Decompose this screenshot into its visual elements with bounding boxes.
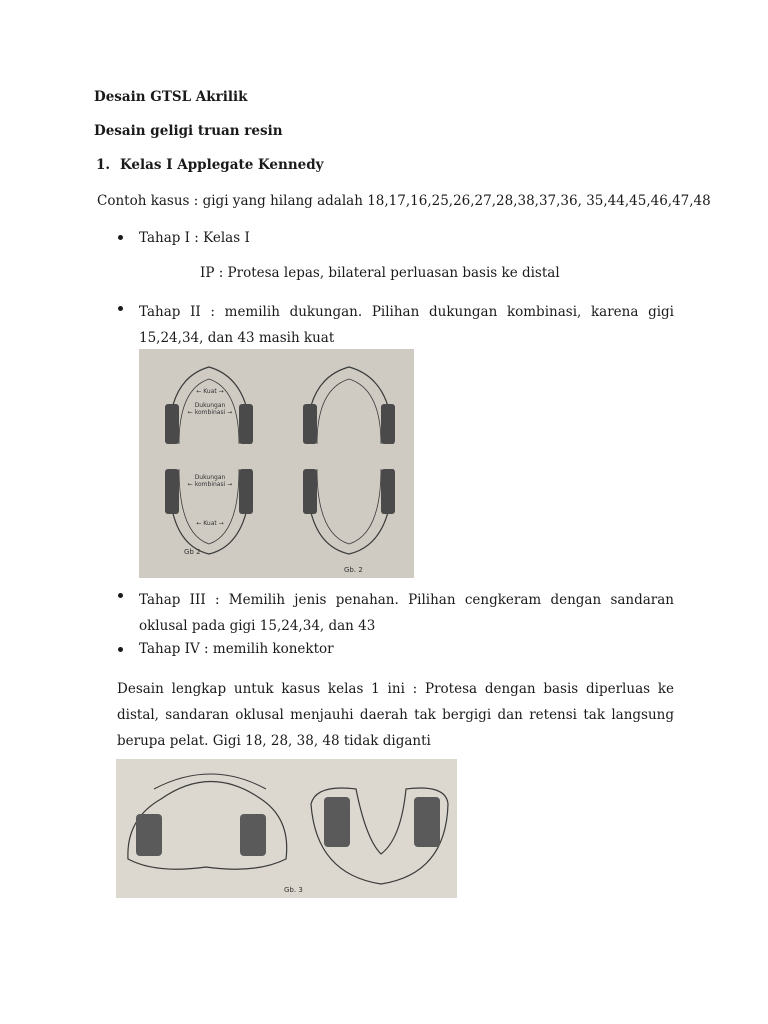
label-dukungan-bottom: Dukungan bbox=[194, 474, 226, 481]
document-title: Desain GTSL Akrilik bbox=[94, 89, 248, 105]
document-subtitle: Desain geligi truan resin bbox=[94, 123, 283, 139]
label-kombinasi-top: ← kombinasi → bbox=[187, 409, 233, 416]
figure-caption-left: Gb 2 bbox=[184, 548, 201, 556]
section-number: 1. bbox=[96, 157, 111, 173]
figure-caption-right: Gb. 2 bbox=[344, 566, 363, 574]
figure-complete-design bbox=[116, 759, 457, 898]
bullet bbox=[118, 306, 123, 311]
figure-caption: Gb. 3 bbox=[284, 886, 303, 894]
bullet bbox=[118, 593, 123, 598]
step-3-text: Tahap III : Memilih jenis penahan. Pilihan cengkeram dengan sandaran oklusal pada gigi 15,24,34, dan 43 bbox=[139, 592, 674, 634]
section-heading: Kelas I Applegate Kennedy bbox=[120, 157, 324, 173]
label-kuat-top: ← Kuat → bbox=[196, 388, 224, 395]
label-kuat-bottom: ← Kuat → bbox=[196, 520, 224, 527]
summary-paragraph: Desain lengkap untuk kasus kelas 1 ini : Protesa dengan basis diperluas ke distal, sandaran oklusal menjauhi daerah tak bergigi dan retensi tak langsung berupa pelat. Gigi 18, 28, 38, 48 tidak diganti bbox=[117, 681, 674, 749]
step-4-text: Tahap IV : memilih konektor bbox=[139, 641, 334, 657]
label-dukungan-top: Dukungan bbox=[194, 402, 226, 409]
ip-text: IP : Protesa lepas, bilateral perluasan basis ke distal bbox=[200, 265, 560, 281]
bullet bbox=[118, 235, 123, 240]
case-description: Contoh kasus : gigi yang hilang adalah 18,17,16,25,26,27,28,38,37,36, 35,44,45,46,47,48 bbox=[97, 193, 711, 209]
figure-complete-design-drawing bbox=[116, 759, 457, 898]
step-2-text: Tahap II : memilih dukungan. Pilihan dukungan kombinasi, karena gigi 15,24,34, dan 43 masih kuat bbox=[139, 304, 674, 346]
label-kombinasi-bottom: ← kombinasi → bbox=[187, 481, 233, 488]
step-1-text: Tahap I : Kelas I bbox=[139, 230, 250, 246]
figure-support-design bbox=[139, 349, 414, 578]
bullet bbox=[118, 647, 123, 652]
figure-support-design-drawing bbox=[139, 349, 414, 578]
